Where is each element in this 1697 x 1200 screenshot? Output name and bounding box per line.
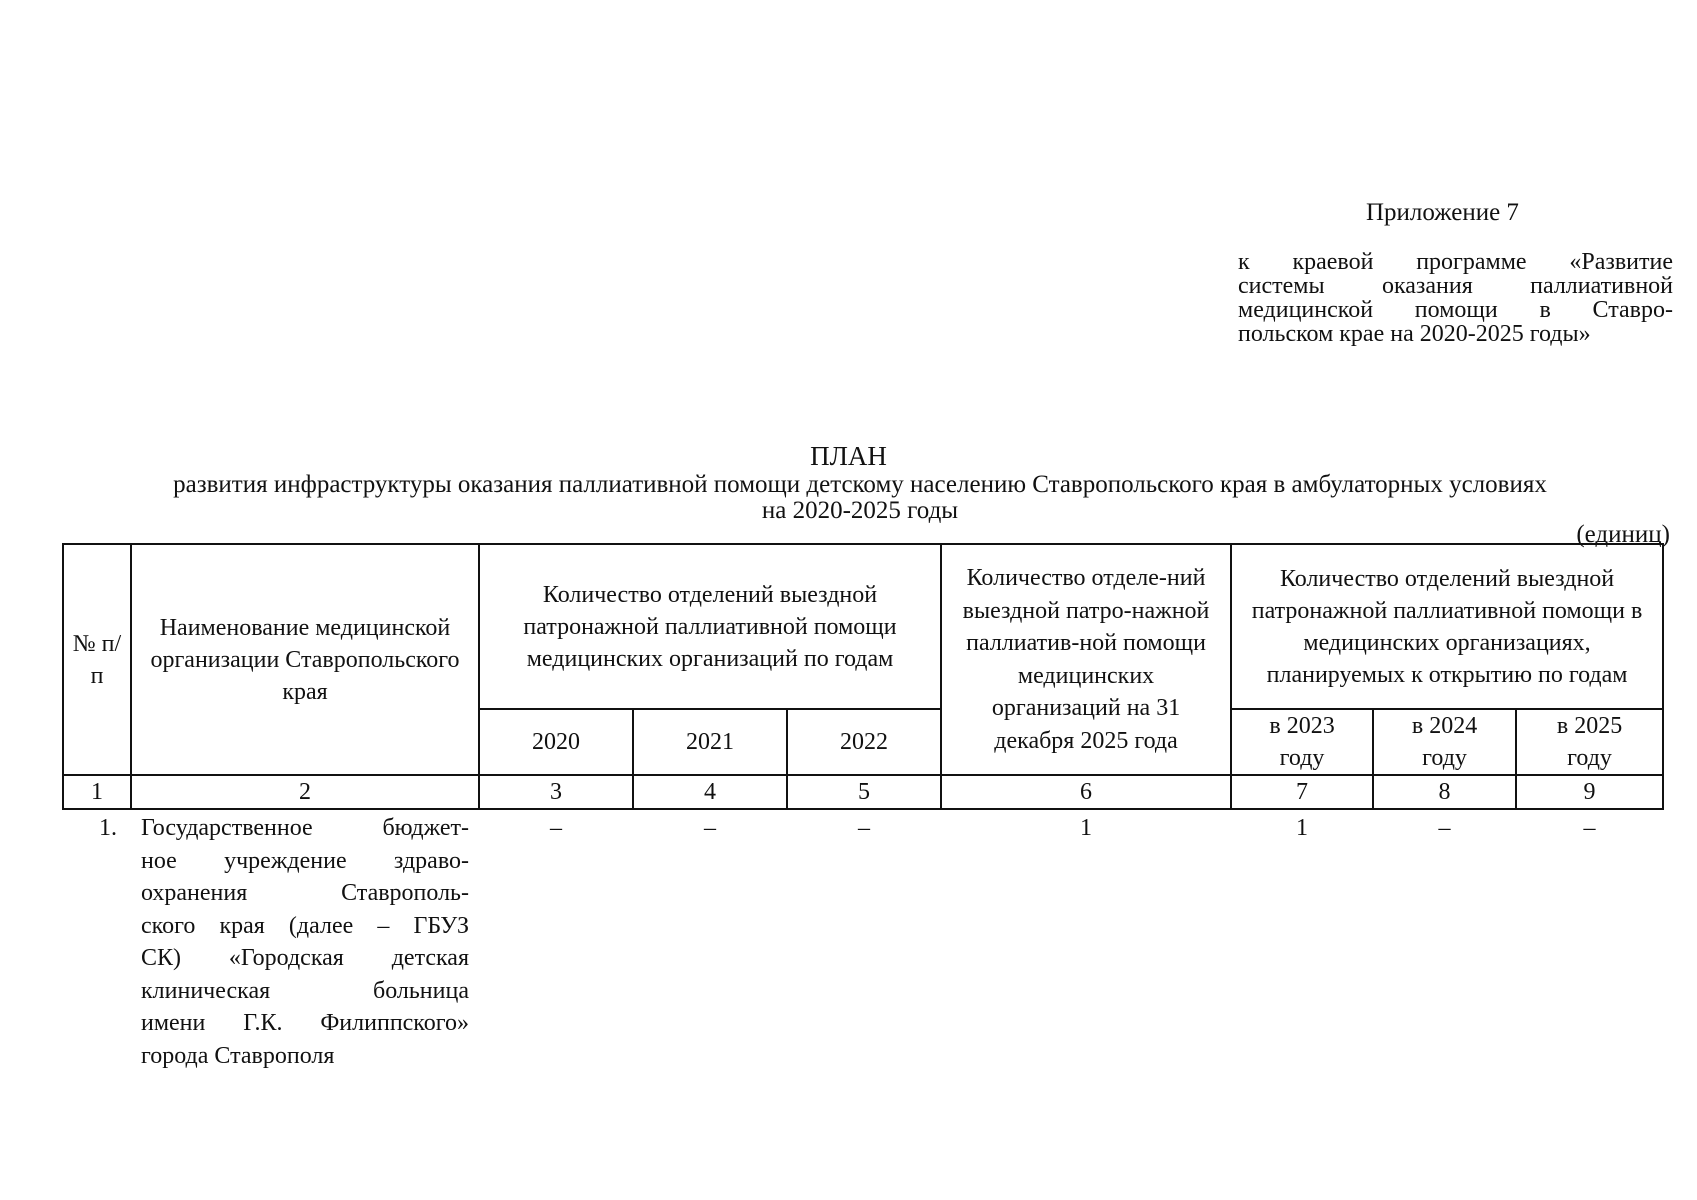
table-row (63, 809, 1663, 1072)
column-number: 8 (1373, 775, 1516, 809)
column-number: 2 (131, 775, 479, 809)
plan-subtitle-line: развития инфраструктуры оказания паллиативной помощи детскому населению Ставропольского края в амбулаторных условиях (173, 471, 1547, 498)
column-number: 5 (787, 775, 941, 809)
header-total-2025: Количество отделе-ний выездной патро-нажной паллиатив-ной помощи медицинских организаций на 31 декабря 2025 года (941, 544, 1231, 775)
value-2025: – (1583, 815, 1596, 841)
org-line: ского края (далее – ГБУЗ (141, 912, 469, 939)
column-number: 3 (479, 775, 633, 809)
plan-subtitle (60, 472, 1660, 524)
org-line: СК) «Городская детская (141, 945, 469, 971)
appendix-line: к краевой программе «Развитие (1238, 249, 1673, 275)
value-2021: – (704, 815, 716, 841)
org-line: Государственное бюджет- (141, 815, 469, 841)
header-year-2022: 2022 (787, 709, 941, 775)
column-number: 9 (1516, 775, 1663, 809)
value-total-2025: 1 (1080, 815, 1093, 841)
header-year-2025: в 2025 году (1516, 709, 1663, 775)
column-number: 4 (633, 775, 787, 809)
plan-subtitle-line: на 2020-2025 годы (761, 497, 959, 524)
column-number: 6 (941, 775, 1231, 809)
appendix-line: системы оказания паллиативной (1238, 273, 1673, 299)
column-number: 1 (63, 775, 131, 809)
plan-title: ПЛАН (810, 441, 887, 471)
appendix-line: польском крае на 2020-2025 годы» (1238, 321, 1591, 347)
org-line: ное учреждение здраво- (141, 847, 469, 874)
header-org: Наименование медицинской организации Ставропольского края (131, 544, 479, 775)
header-group-planned: Количество отделений выездной патронажной паллиативной помощи в медицинских организациях, планируемых к открытию по годам (1231, 544, 1663, 709)
units-label: (единиц) (1576, 521, 1670, 548)
appendix-line: медицинской помощи в Ставро- (1238, 297, 1673, 323)
org-line: имени Г.К. Филиппского» (141, 1010, 469, 1036)
header-year-2021: 2021 (633, 709, 787, 775)
row-number: 1. (99, 815, 117, 841)
org-line: города Ставрополя (141, 1042, 335, 1069)
row-organization-name (131, 809, 479, 1072)
header-year-2020: 2020 (479, 709, 633, 775)
value-2020: – (550, 815, 562, 841)
column-number: 7 (1231, 775, 1373, 809)
plan-table (62, 543, 1664, 1072)
org-line: клиническая больница (141, 977, 469, 1004)
org-line: охранения Ставрополь- (141, 880, 469, 906)
header-group-by-years: Количество отделений выездной патронажной паллиативной помощи медицинских организаций по годам (479, 544, 941, 709)
appendix-reference (1238, 250, 1673, 346)
header-year-2023: в 2023 году (1231, 709, 1373, 775)
value-2022: – (858, 815, 871, 841)
header-num: № п/п (63, 544, 131, 775)
header-year-2024: в 2024 году (1373, 709, 1516, 775)
appendix-title: Приложение 7 (1366, 199, 1519, 226)
value-2024: – (1438, 815, 1451, 841)
value-2023: 1 (1296, 815, 1309, 841)
